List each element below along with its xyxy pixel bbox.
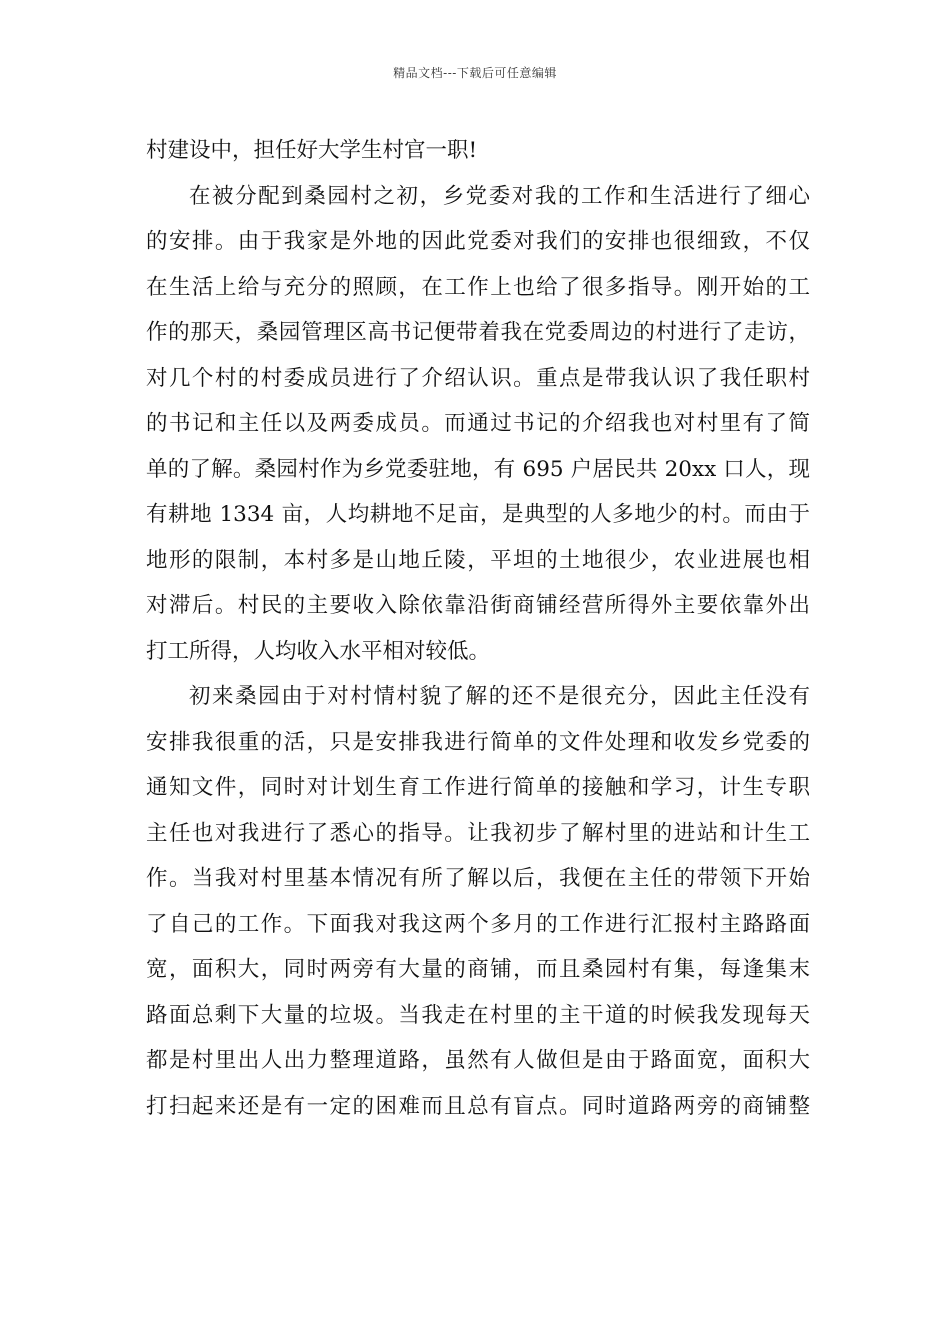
text-line: 有耕地 1334 亩，人均耕地不足亩，是典型的人多地少的村。而由于 — [146, 502, 810, 527]
text-line: 的安排。由于我家是外地的因此党委对我们的安排也很细致，不仅 — [146, 229, 810, 254]
text-line: 打扫起来还是有一定的困难而且总有盲点。同时道路两旁的商铺整 — [146, 1093, 810, 1119]
text-line: 村建设中，担任好大学生村官一职! — [146, 138, 478, 163]
text-line: 安排我很重的活，只是安排我进行简单的文件处理和收发乡党委的 — [146, 729, 810, 755]
text-line: 通知文件，同时对计划生育工作进行简单的接触和学习，计生专职 — [146, 775, 810, 800]
text-line: 了自己的工作。下面我对我这两个多月的工作进行汇报村主路路面 — [146, 911, 810, 937]
text-line: 作。当我对村里基本情况有所了解以后，我便在主任的带领下开始 — [146, 866, 810, 891]
page-header: 精品文档---下载后可任意编辑 — [393, 66, 557, 80]
text-line: 打工所得，人均收入水平相对较低。 — [146, 638, 491, 664]
text-line: 作的那天，桑园管理区高书记便带着我在党委周边的村进行了走访， — [146, 320, 810, 345]
text-line: 单的了解。桑园村作为乡党委驻地，有 695 户居民共 20xx 口人，现 — [146, 456, 810, 482]
text-line: 主任也对我进行了悉心的指导。让我初步了解村里的进站和计生工 — [146, 820, 810, 846]
text-line: 的书记和主任以及两委成员。而通过书记的介绍我也对村里有了简 — [146, 411, 810, 436]
text-line: 宽，面积大，同时两旁有大量的商铺，而且桑园村有集，每逢集末 — [146, 957, 810, 982]
text-line: 对几个村的村委成员进行了介绍认识。重点是带我认识了我任职村 — [146, 365, 810, 391]
paragraph-first-line: 在被分配到桑园村之初，乡党委对我的工作和生活进行了细心 — [189, 183, 810, 209]
text-line: 地形的限制，本村多是山地丘陵，平坦的土地很少，农业进展也相 — [146, 547, 810, 573]
text-line: 在生活上给与充分的照顾，在工作上也给了很多指导。刚开始的工 — [146, 274, 810, 300]
document-body — [146, 128, 810, 1129]
text-line: 路面总剩下大量的垃圾。当我走在村里的主干道的时候我发现每天 — [146, 1002, 810, 1028]
text-line: 都是村里出人出力整理道路，虽然有人做但是由于路面宽，面积大 — [146, 1048, 810, 1073]
paragraph-first-line: 初来桑园由于对村情村貌了解的还不是很充分，因此主任没有 — [189, 684, 810, 709]
text-line: 对滞后。村民的主要收入除依靠沿街商铺经营所得外主要依靠外出 — [146, 593, 810, 618]
